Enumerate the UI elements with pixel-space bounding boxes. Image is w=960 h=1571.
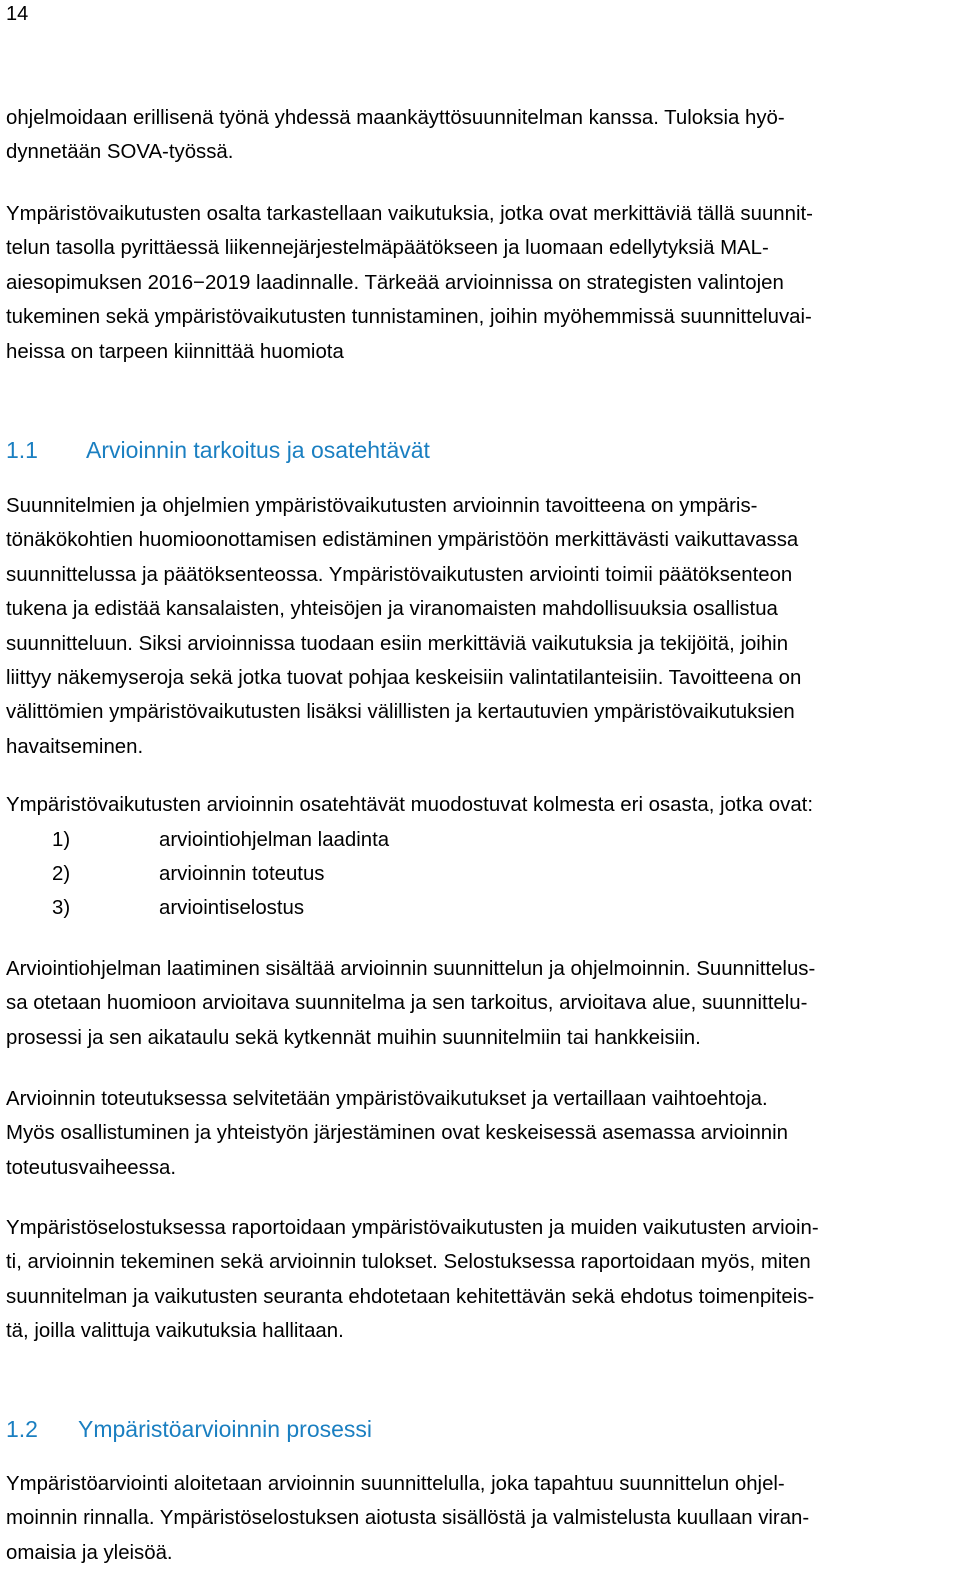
list-item: [52, 857, 325, 891]
text-line: dynnetään SOVA-työssä.: [6, 141, 234, 164]
text-line: tukena ja edistää kansalaisten, yhteisöjen ja viranomaisten mahdollisuuksia osallistua: [6, 598, 778, 621]
list-marker: 1): [52, 829, 71, 851]
text-line: Suunnitelmien ja ohjelmien ympäristövaikutusten arvioinnin tavoitteena on ympäris-: [6, 495, 758, 517]
section-number: 1.2: [6, 1416, 38, 1442]
text-line: aiesopimuksen 2016−2019 laadinnalle. Tärkeää arvioinnissa on strategisten valintojen: [6, 271, 784, 294]
text-line: tukeminen sekä ympäristövaikutusten tunnistaminen, joihin myöhemmissä suunnitteluvai-: [6, 306, 812, 329]
section-number: 1.1: [6, 437, 38, 463]
list-marker: 2): [52, 863, 71, 885]
text-line: toteutusvaiheessa.: [6, 1156, 177, 1179]
list-item: [52, 891, 304, 925]
text-line: Ympäristöselostuksessa raportoidaan ympäristövaikutusten ja muiden vaikutusten arvioin-: [6, 1217, 819, 1239]
paragraph-environmental-effects: [6, 197, 954, 369]
text-line: prosessi ja sen aikataulu sekä kytkennät muihin suunnitelmiin tai hankkeisiin.: [6, 1026, 701, 1049]
section-title: Ympäristöarvioinnin prosessi: [78, 1416, 373, 1442]
text-line: välittömien ympäristövaikutusten lisäksi välillisten ja kertautuvien ympäristövaikutuksien: [6, 701, 795, 724]
text-line: heissa on tarpeen kiinnittää huomiota: [6, 340, 344, 363]
list-text: arviointiohjelman laadinta: [159, 829, 390, 851]
list-item: [52, 823, 389, 857]
text-line: moinnin rinnalla. Ympäristöselostuksen aiotusta sisällöstä ja valmistelusta kuullaan viran-: [6, 1507, 810, 1530]
text-line: Ympäristöarviointi aloitetaan arvioinnin suunnittelulla, joka tapahtuu suunnittelun ohjel-: [6, 1473, 785, 1495]
paragraph-purpose: [6, 489, 954, 764]
text-line: sa otetaan huomioon arvioitava suunnitelma ja sen tarkoitus, arvioitava alue, suunnittelu-: [6, 992, 808, 1015]
list-text: arvioinnin toteutus: [159, 863, 325, 885]
paragraph-program: [6, 952, 954, 1055]
text-line: telun tasolla pyrittäessä liikennejärjestelmäpäätökseen ja luomaan edellytyksiä MAL-: [6, 237, 769, 260]
text-line: suunnitteluun. Siksi arvioinnissa tuodaan esiin merkittäviä vaikutuksia ja tekijöitä, joihin: [6, 632, 789, 655]
paragraph-report: [6, 1211, 954, 1349]
text-line: Ympäristövaikutusten arvioinnin osatehtävät muodostuvat kolmesta eri osasta, jotka ovat:: [6, 794, 813, 816]
list-marker: 3): [52, 897, 71, 919]
text-line: ohjelmoidaan erillisenä työnä yhdessä maankäyttösuunnitelman kanssa. Tuloksia hyö-: [6, 107, 785, 129]
text-line: Arviointiohjelman laatiminen sisältää arvioinnin suunnittelun ja ohjelmoinnin. Suunnittelus-: [6, 958, 816, 980]
paragraph-process: [6, 1467, 954, 1570]
text-line: havaitseminen.: [6, 735, 144, 758]
paragraph-subtasks: [6, 788, 954, 822]
text-line: tä, joilla valittuja vaikutuksia hallitaan.: [6, 1320, 344, 1343]
text-line: Myös osallistuminen ja yhteistyön järjestäminen ovat keskeisessä asemassa arvioinnin: [6, 1122, 789, 1145]
section-title: Arvioinnin tarkoitus ja osatehtävät: [86, 437, 430, 463]
text-line: ti, arvioinnin tekeminen sekä arvioinnin tulokset. Selostuksessa raportoidaan myös, miten: [6, 1251, 811, 1274]
section-heading-1-1: [6, 435, 430, 465]
text-line: Arvioinnin toteutuksessa selvitetään ympäristövaikutukset ja vertaillaan vaihtoehtoja.: [6, 1088, 768, 1110]
paragraph-intro: [6, 101, 954, 170]
text-line: omaisia ja yleisöä.: [6, 1541, 173, 1564]
section-heading-1-2: [6, 1414, 372, 1444]
text-line: suunnittelussa ja päätöksenteossa. Ympäristövaikutusten arviointi toimii päätöksenteon: [6, 563, 793, 586]
page-number: 14: [6, 3, 29, 25]
text-line: Ympäristövaikutusten osalta tarkastellaan vaikutuksia, jotka ovat merkittäviä tällä suunnit-: [6, 203, 813, 225]
text-line: liittyy näkemyseroja sekä jotka tuovat pohjaa keskeisiin valintatilanteisiin. Tavoitteena on: [6, 667, 802, 690]
text-line: tönäkökohtien huomioonottamisen edistäminen ympäristöön merkittävästi vaikuttavassa: [6, 529, 799, 552]
text-line: suunnitelman ja vaikutusten seuranta ehdotetaan kehitettävän sekä ehdotus toimenpiteis-: [6, 1285, 815, 1308]
paragraph-implementation: [6, 1082, 954, 1185]
list-text: arviointiselostus: [159, 897, 305, 919]
